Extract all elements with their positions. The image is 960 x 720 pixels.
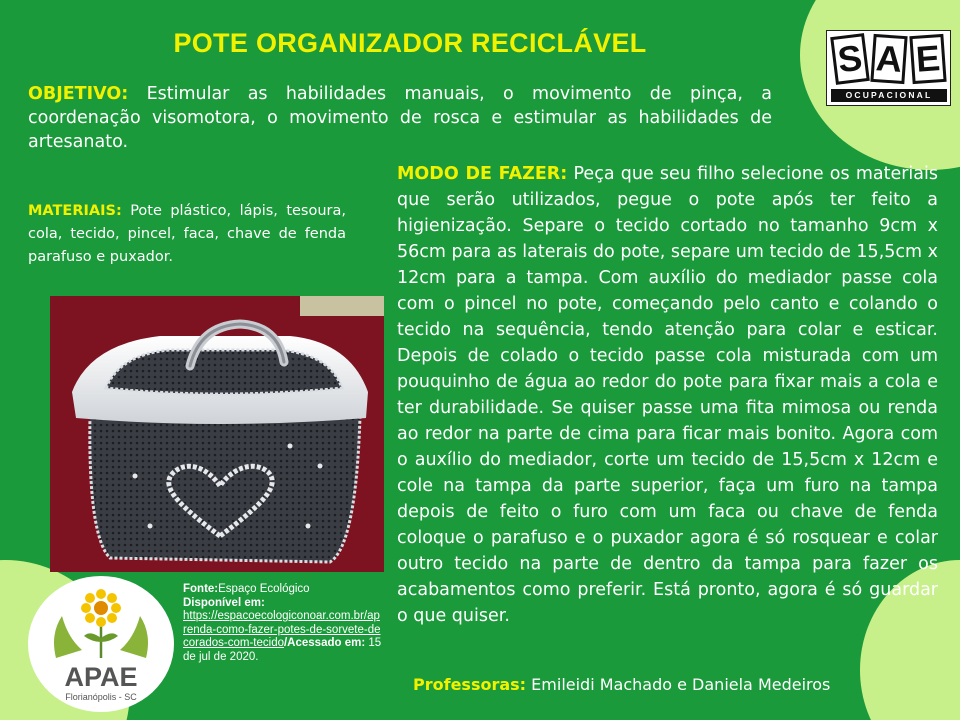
objetivo-text: Estimular as habilidades manuais, o movimento de pinça, a coordenação visomotora, o movimento de rosca e estimular as habilidades de artesanato. [28,84,772,152]
acessado-date: 15 de jul de 2020. [183,637,382,663]
sae-logo-letters [833,35,945,85]
apae-logo [28,576,174,712]
apae-emblem [28,576,174,712]
professoras-names: Emileidi Machado e Daniela Medeiros [531,675,831,694]
fonte-citation [183,583,383,665]
modo-de-fazer-label: MODO DE FAZER: [397,164,568,184]
sae-logo-letter-s: S [830,33,870,85]
source-link[interactable]: https://espacoecologiconoar.com.br/aprenda-como-fazer-potes-de-sorvete-decorados-com-tecido [183,610,381,650]
sae-logo-subtitle: OCUPACIONAL [831,89,947,102]
sae-logo-letter-e: E [909,34,946,84]
modo-de-fazer-text: Peça que seu filho selecione os materiais que serão utilizados, pegue o pote após ter feito a higienização. Separe o tecido cortado no tamanho 9cm x 56cm para as laterais do pote, separe um tecido de 15,5cm x 12cm para a tampa. Com auxílio do mediador passe cola com o pincel no pote, começando pelo canto e colando o tecido na sequência, tendo atenção para colar e esticar. Depois de colado o tecido passe cola misturada com um pouquinho de água ao redor do pote para fixar mais a cola e ter durabilidade. Se quiser passe uma fita mimosa ou renda ao redor na parte de cima para ficar mais bonito. Agora com o auxílio do mediador, corte um tecido de 15,5cm x 12cm e cole na tampa da parte superior, faça um furo na tampa depois de feito o furo com um faca ou chave de fenda coloque o parafuso e o puxador agora é só rosquear e colar outro tecido na parte de dentro da tampa para fazer os acabamentos como preferir. Está pronto, agora é só guardar o que quiser. [397,164,938,626]
sae-ocupacional-logo [826,30,951,106]
objetivo-label: OBJETIVO: [28,84,129,104]
objetivo-paragraph [28,82,772,154]
materiais-text: Pote plástico, lápis, tesoura, cola, tecido, pincel, faca, chave de fenda parafuso e puxador. [28,203,347,265]
professoras-label: Professoras: [413,675,527,694]
fonte-label: Fonte: [183,583,219,595]
decorated-container-photo [50,296,384,572]
modo-de-fazer-paragraph [397,161,938,629]
fonte-source: Espaço Ecológico [218,583,310,595]
container-illustration [50,296,384,572]
page-title: POTE ORGANIZADOR RECICLÁVEL [173,28,647,58]
materiais-paragraph [28,200,346,269]
sae-logo-letter-a: A [870,34,907,84]
materiais-label: MATERIAIS: [28,203,122,219]
apae-logo-city: Florianópolis - SC [65,692,137,702]
apae-logo-name: APAE [64,662,138,692]
disponivel-label: Disponível em: [183,596,265,609]
acessado-label: /Acessado em: [283,637,366,650]
professoras-credit [413,675,830,695]
